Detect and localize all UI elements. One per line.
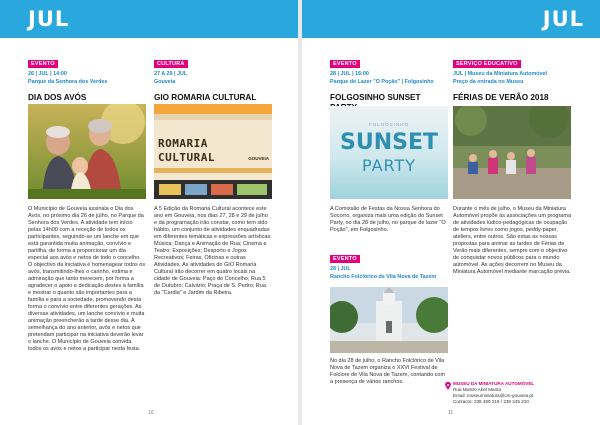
museum-contact	[453, 381, 583, 405]
event-title: GIO ROMARIA CULTURAL	[154, 93, 257, 102]
page-number-right: 11	[448, 410, 454, 416]
sunset-party-poster	[330, 106, 448, 199]
category-tag: CULTURA	[154, 60, 188, 68]
page-gutter	[298, 0, 302, 425]
event-date: 27 A 29 | JUL	[154, 71, 188, 77]
event-place: Parque de Lazer "O Poção" | Folgosinho	[330, 79, 434, 85]
poster-side-text: GOUVEIA	[248, 156, 269, 161]
category-tag: EVENTO	[330, 255, 360, 263]
event-place: Preço da entrada no Museu	[453, 79, 524, 85]
event-header-romaria-cultural	[154, 52, 272, 103]
church-photo	[330, 287, 448, 353]
event-description: O Município de Gouveia assinala o Dia dos Avós, no próximo dia 26 de julho, no Parque da Senhora dos Verdes. A atividade tem início pelas 14h00 com a receção de todos os participantes, seguindo-se um lanche em que está garantida muita animação, convívio e partilha, de forma a proporcionar um dia especial aos avós e netos de todo o concelho. O objectivo da iniciativa é homenagear todos os avós, transmitindo-lhes o carinho, estima e admiração que tanto merecem, por forma a agradecer o apoio e dedicação destes à família e mostrar o quanto são importantes para a família e para a sociedade, promovendo desta forma o convívio entre diferentes gerações. As diversas atividades, um lanche convívio e muita animação preencherão a tarde desse dia. À semelhança do ano anterior, avós e netos que pretendam participar na iniciativa deverão levar o lanche. O Município de Gouveia convida todos os avós e netos a participar nesta festa.	[28, 206, 146, 352]
month-heading-right: JUL	[542, 7, 584, 31]
header-band-left	[0, 0, 298, 38]
event-place: Rancho Folclórico de Vila Nova de Tazem	[330, 274, 437, 280]
category-tag: SERVIÇO EDUCATIVO	[453, 60, 521, 68]
header-band-right	[302, 0, 600, 38]
event-title: DIA DOS AVÓS	[28, 93, 87, 102]
poster-top-text: FOLGOSINHO	[368, 122, 409, 127]
event-description: A Comissão de Festas da Nossa Senhora do Socorro, organiza mais uma edição do Sunset Party, no dia 28 de julho, no parque de lazer "O Poção", em Folgosinho.	[330, 206, 446, 233]
event-title: FOLGOSINHO SUNSET	[330, 93, 421, 102]
category-tag: EVENTO	[330, 60, 360, 68]
event-date: 28 | JUL | 16:00	[330, 71, 369, 77]
event-date: 28 | JUL	[330, 266, 351, 272]
event-place: Parque da Senhora dos Verdes	[28, 79, 108, 85]
romaria-poster	[154, 104, 272, 199]
poster-text-romaria: ROMARIA	[158, 137, 208, 150]
poster-text-cultural: CULTURAL	[158, 151, 215, 164]
event-description: Durante o mês de julho, o Museu da Miniatura Automóvel propõe às associações um programa de atividades lúdico-pedagógicas de ocupação de tempos livres como jogos, peddy-paper, ateliers, entre outros. São estas as nossas propostas para animar as tardes de Férias de Verão mais diferentes, sempre com o objectivo de conquistar novos públicos para o mundo automóvel. As ações decorrem no Museu da Miniatura Automóvel mediante marcação prévia.	[453, 206, 572, 275]
event-header-sunset-party	[330, 52, 448, 113]
grandparents-photo	[28, 104, 146, 199]
event-description: A 5 Edição da Romaria Cultural acontece este ano em Gouveia, nos dias 27, 28 e 29 de julho e da programação irão constar, como tem sido hábito, um conjunto de atividades enquadradas em diferentes temáticas e expressões artísticas: Música; Dança e Animação de Rua; Cinema e Teatro; Exposições; Desporto e Jogos Recreativos; Feiras, Oficinas e outras Atividades. As atividades do GIO Romaria Cultural irão decorrer em quatro locais na cidade de Gouveia: Paço do Concelho; Rua 5 de Outubro; Calvário; Praça de S. Pedro; Rua da "Cardia" e Jardim da Ribeira.	[154, 206, 272, 296]
event-header-ferias-verao	[453, 52, 571, 103]
museum-name: MUSEU DA MINIATURA AUTOMÓVEL	[453, 381, 535, 386]
poster-title-sunset: SUNSET	[339, 130, 438, 155]
event-place: Gouveia	[154, 79, 176, 85]
category-tag: EVENTO	[28, 60, 58, 68]
event-date: JUL | Museu da Miniatura Automóvel	[453, 71, 548, 77]
event-header-dia-dos-avos	[28, 52, 146, 103]
museum-phone: Contacto: 238 490 219 / 238 245 210	[453, 399, 529, 404]
event-title: FÉRIAS DE VERÃO 2018	[453, 93, 549, 102]
museum-address: Rua Mestre Abel Manta	[453, 387, 502, 392]
page-number-left: 10	[148, 410, 154, 416]
location-pin-icon	[445, 382, 451, 390]
children-activity-photo	[453, 106, 571, 199]
poster-title-party: PARTY	[361, 156, 417, 175]
event-date: 26 | JUL | 14:00	[28, 71, 67, 77]
month-heading-left: JUL	[28, 7, 70, 31]
museum-email: Email: museuminiatura@cm-gouveia.pt	[453, 393, 534, 398]
event-description: No dia 28 de julho, o Rancho Folclórico de Vila Nova de Tazem organiza o XXVI Festival de Folclore de Vila Nova de Tazem, contando com a presença de vários ranchos.	[330, 358, 446, 385]
